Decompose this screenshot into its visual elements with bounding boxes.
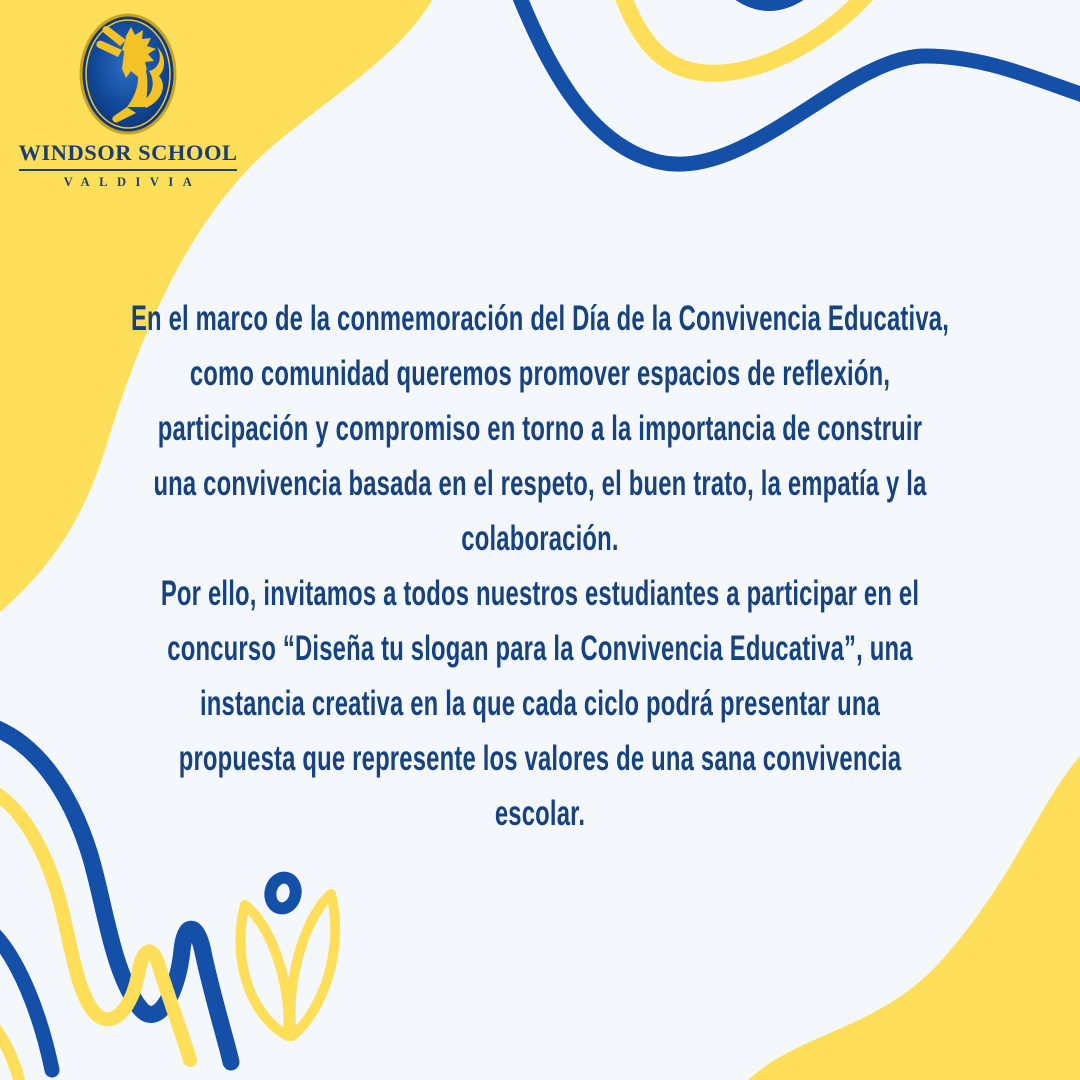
- body-text-line: instancia creativa en la que cada ciclo podrá presentar una: [199, 684, 881, 723]
- school-logo: [18, 12, 238, 190]
- body-text-line: Por ello, invitamos a todos nuestros estudiantes a participar en el: [160, 574, 920, 613]
- sprout-icon: [240, 875, 335, 1036]
- top-blue-arc: [730, 0, 810, 2]
- body-text-line: escolar.: [494, 794, 586, 833]
- body-text-line: propuesta que represente los valores de una sana convivencia: [178, 739, 902, 778]
- body-text-line: participación y compromiso en torno a la importancia de construir: [157, 409, 923, 448]
- right-leaf: [290, 894, 335, 1036]
- school-crest-lion-icon: [78, 12, 178, 136]
- body-text-line: como comunidad queremos promover espacios de reflexión,: [189, 354, 891, 393]
- body-text-line: colaboración.: [461, 519, 619, 558]
- announcement-text: [98, 291, 982, 841]
- top-yellow-wave-line: [620, 0, 872, 73]
- body-text-line: concurso “Diseña tu slogan para la Convivencia Educativa”, una: [167, 629, 913, 668]
- body-text-line: una convivencia basada en el respeto, el buen trato, la empatía y la: [153, 464, 927, 503]
- sprout-dot-ring: [268, 875, 299, 911]
- corner-yellow-arc: [0, 1024, 20, 1080]
- left-leaf: [240, 905, 288, 1036]
- school-name: WINDSOR SCHOOL: [19, 140, 238, 171]
- body-text-line: En el marco de la conmemoración del Día de la Convivencia Educativa,: [130, 299, 950, 338]
- school-city: VALDIVIA: [63, 175, 202, 189]
- top-blue-wave-line: [516, 0, 1080, 164]
